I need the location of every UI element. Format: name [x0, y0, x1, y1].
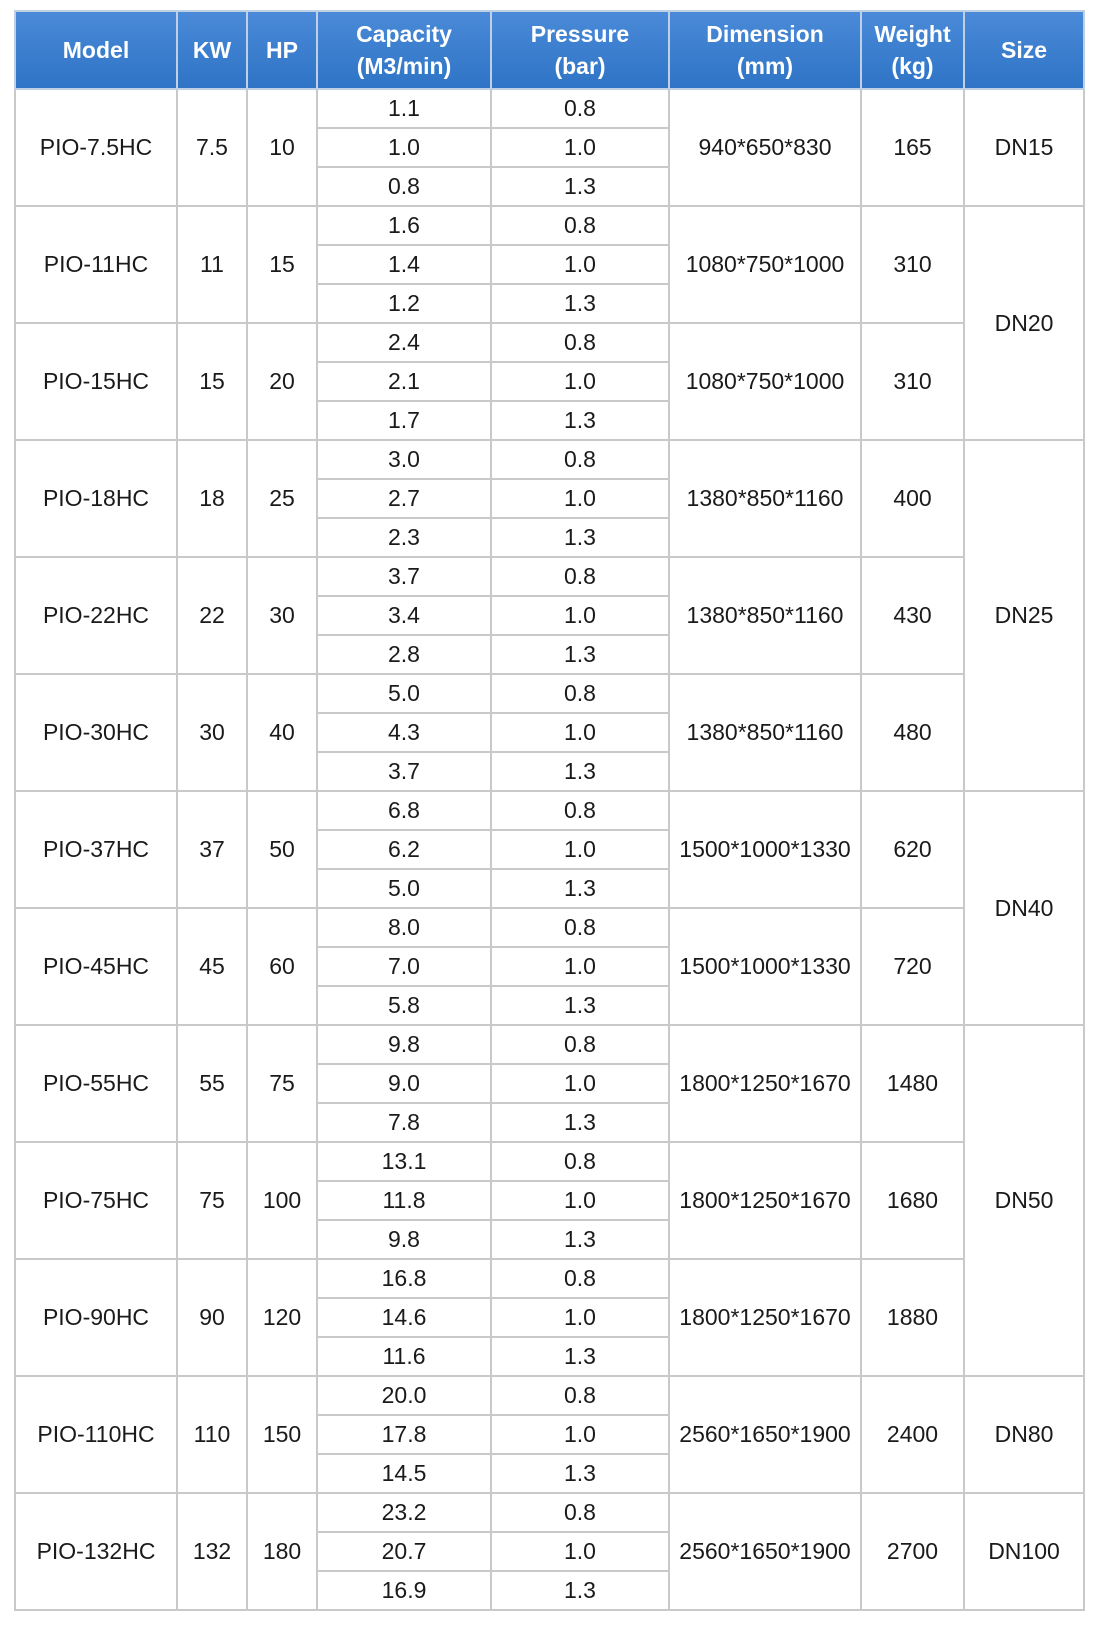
pressure-cell: 1.3: [491, 1454, 669, 1493]
pressure-cell: 1.0: [491, 245, 669, 284]
pressure-cell: 1.3: [491, 986, 669, 1025]
size-cell: DN25: [964, 440, 1084, 791]
dimension-cell: 2560*1650*1900: [669, 1376, 861, 1493]
header-row: [15, 11, 1084, 89]
hp-cell: 60: [247, 908, 317, 1025]
table-row: [15, 89, 1084, 128]
table-row: [15, 1142, 1084, 1181]
size-cell: DN40: [964, 791, 1084, 1025]
weight-cell: 1680: [861, 1142, 964, 1259]
capacity-cell: 3.4: [317, 596, 491, 635]
kw-cell: 55: [177, 1025, 247, 1142]
weight-cell: 480: [861, 674, 964, 791]
kw-cell: 15: [177, 323, 247, 440]
dimension-cell: 940*650*830: [669, 89, 861, 206]
header-capacity: [317, 11, 491, 89]
table-row: [15, 674, 1084, 713]
capacity-cell: 1.6: [317, 206, 491, 245]
header-weight-unit: (kg): [891, 53, 934, 79]
pressure-cell: 0.8: [491, 206, 669, 245]
capacity-cell: 11.8: [317, 1181, 491, 1220]
dimension-cell: 1380*850*1160: [669, 557, 861, 674]
kw-cell: 45: [177, 908, 247, 1025]
header-kw: KW: [177, 11, 247, 89]
hp-cell: 15: [247, 206, 317, 323]
dimension-cell: 1500*1000*1330: [669, 908, 861, 1025]
size-cell: DN15: [964, 89, 1084, 206]
capacity-cell: 1.1: [317, 89, 491, 128]
weight-cell: 1880: [861, 1259, 964, 1376]
dimension-cell: 1380*850*1160: [669, 674, 861, 791]
pressure-cell: 1.0: [491, 1532, 669, 1571]
weight-cell: 310: [861, 323, 964, 440]
capacity-cell: 2.7: [317, 479, 491, 518]
kw-cell: 7.5: [177, 89, 247, 206]
pressure-cell: 1.0: [491, 362, 669, 401]
capacity-cell: 14.6: [317, 1298, 491, 1337]
kw-cell: 11: [177, 206, 247, 323]
dimension-cell: 1800*1250*1670: [669, 1259, 861, 1376]
model-cell: PIO-45HC: [15, 908, 177, 1025]
weight-cell: 2700: [861, 1493, 964, 1610]
pressure-cell: 1.0: [491, 947, 669, 986]
pressure-cell: 1.3: [491, 401, 669, 440]
table-row: [15, 557, 1084, 596]
capacity-cell: 1.2: [317, 284, 491, 323]
capacity-cell: 2.3: [317, 518, 491, 557]
weight-cell: 620: [861, 791, 964, 908]
model-cell: PIO-7.5HC: [15, 89, 177, 206]
kw-cell: 110: [177, 1376, 247, 1493]
model-cell: PIO-11HC: [15, 206, 177, 323]
hp-cell: 150: [247, 1376, 317, 1493]
kw-cell: 22: [177, 557, 247, 674]
pressure-cell: 0.8: [491, 440, 669, 479]
table-header: [15, 11, 1084, 89]
weight-cell: 165: [861, 89, 964, 206]
hp-cell: 40: [247, 674, 317, 791]
hp-cell: 100: [247, 1142, 317, 1259]
kw-cell: 75: [177, 1142, 247, 1259]
compressor-spec-table: [14, 10, 1085, 1611]
weight-cell: 1480: [861, 1025, 964, 1142]
pressure-cell: 1.3: [491, 167, 669, 206]
table-row: [15, 206, 1084, 245]
dimension-cell: 1800*1250*1670: [669, 1025, 861, 1142]
capacity-cell: 9.8: [317, 1220, 491, 1259]
header-model: Model: [15, 11, 177, 89]
header-dimension-title: Dimension: [706, 21, 824, 47]
pressure-cell: 1.3: [491, 1571, 669, 1610]
pressure-cell: 1.3: [491, 284, 669, 323]
table-row: [15, 908, 1084, 947]
capacity-cell: 16.8: [317, 1259, 491, 1298]
dimension-cell: 1800*1250*1670: [669, 1142, 861, 1259]
pressure-cell: 1.3: [491, 1103, 669, 1142]
pressure-cell: 1.0: [491, 830, 669, 869]
table-row: [15, 1376, 1084, 1415]
capacity-cell: 17.8: [317, 1415, 491, 1454]
model-cell: PIO-90HC: [15, 1259, 177, 1376]
capacity-cell: 0.8: [317, 167, 491, 206]
weight-cell: 720: [861, 908, 964, 1025]
hp-cell: 20: [247, 323, 317, 440]
hp-cell: 25: [247, 440, 317, 557]
capacity-cell: 6.8: [317, 791, 491, 830]
model-cell: PIO-18HC: [15, 440, 177, 557]
header-size: Size: [964, 11, 1084, 89]
pressure-cell: 0.8: [491, 89, 669, 128]
pressure-cell: 1.3: [491, 1337, 669, 1376]
hp-cell: 75: [247, 1025, 317, 1142]
weight-cell: 310: [861, 206, 964, 323]
header-weight-title: Weight: [874, 21, 951, 47]
capacity-cell: 8.0: [317, 908, 491, 947]
header-weight: [861, 11, 964, 89]
size-cell: DN80: [964, 1376, 1084, 1493]
size-cell: DN20: [964, 206, 1084, 440]
hp-cell: 120: [247, 1259, 317, 1376]
capacity-cell: 20.0: [317, 1376, 491, 1415]
pressure-cell: 0.8: [491, 1259, 669, 1298]
table-row: [15, 791, 1084, 830]
header-capacity-title: Capacity: [356, 21, 452, 47]
hp-cell: 50: [247, 791, 317, 908]
capacity-cell: 5.0: [317, 869, 491, 908]
dimension-cell: 1080*750*1000: [669, 206, 861, 323]
kw-cell: 18: [177, 440, 247, 557]
dimension-cell: 1080*750*1000: [669, 323, 861, 440]
header-dimension-unit: (mm): [736, 53, 794, 79]
capacity-cell: 20.7: [317, 1532, 491, 1571]
kw-cell: 30: [177, 674, 247, 791]
pressure-cell: 0.8: [491, 1493, 669, 1532]
pressure-cell: 1.0: [491, 1298, 669, 1337]
pressure-cell: 0.8: [491, 1142, 669, 1181]
model-cell: PIO-30HC: [15, 674, 177, 791]
capacity-cell: 2.1: [317, 362, 491, 401]
pressure-cell: 0.8: [491, 1025, 669, 1064]
pressure-cell: 1.0: [491, 1181, 669, 1220]
model-cell: PIO-37HC: [15, 791, 177, 908]
size-cell: DN100: [964, 1493, 1084, 1610]
model-cell: PIO-15HC: [15, 323, 177, 440]
capacity-cell: 3.7: [317, 557, 491, 596]
pressure-cell: 1.0: [491, 713, 669, 752]
capacity-cell: 6.2: [317, 830, 491, 869]
pressure-cell: 0.8: [491, 674, 669, 713]
capacity-cell: 7.0: [317, 947, 491, 986]
capacity-cell: 7.8: [317, 1103, 491, 1142]
capacity-cell: 1.7: [317, 401, 491, 440]
kw-cell: 37: [177, 791, 247, 908]
table-row: [15, 323, 1084, 362]
pressure-cell: 0.8: [491, 908, 669, 947]
weight-cell: 400: [861, 440, 964, 557]
capacity-cell: 23.2: [317, 1493, 491, 1532]
hp-cell: 10: [247, 89, 317, 206]
capacity-cell: 9.8: [317, 1025, 491, 1064]
capacity-cell: 5.0: [317, 674, 491, 713]
table-row: [15, 1259, 1084, 1298]
weight-cell: 430: [861, 557, 964, 674]
capacity-cell: 3.7: [317, 752, 491, 791]
model-cell: PIO-75HC: [15, 1142, 177, 1259]
capacity-cell: 11.6: [317, 1337, 491, 1376]
header-capacity-unit: (M3/min): [356, 53, 452, 79]
model-cell: PIO-110HC: [15, 1376, 177, 1493]
capacity-cell: 16.9: [317, 1571, 491, 1610]
model-cell: PIO-132HC: [15, 1493, 177, 1610]
model-cell: PIO-22HC: [15, 557, 177, 674]
pressure-cell: 1.0: [491, 128, 669, 167]
pressure-cell: 0.8: [491, 791, 669, 830]
pressure-cell: 1.0: [491, 1415, 669, 1454]
capacity-cell: 5.8: [317, 986, 491, 1025]
pressure-cell: 1.0: [491, 479, 669, 518]
kw-cell: 132: [177, 1493, 247, 1610]
size-cell: DN50: [964, 1025, 1084, 1376]
pressure-cell: 1.3: [491, 869, 669, 908]
header-dimension: [669, 11, 861, 89]
capacity-cell: 2.4: [317, 323, 491, 362]
pressure-cell: 0.8: [491, 1376, 669, 1415]
capacity-cell: 9.0: [317, 1064, 491, 1103]
pressure-cell: 1.3: [491, 1220, 669, 1259]
kw-cell: 90: [177, 1259, 247, 1376]
header-pressure-unit: (bar): [554, 53, 606, 79]
pressure-cell: 1.3: [491, 752, 669, 791]
capacity-cell: 1.0: [317, 128, 491, 167]
dimension-cell: 1380*850*1160: [669, 440, 861, 557]
pressure-cell: 1.0: [491, 1064, 669, 1103]
capacity-cell: 1.4: [317, 245, 491, 284]
pressure-cell: 1.3: [491, 518, 669, 557]
table-body: [15, 89, 1084, 1610]
table-row: [15, 440, 1084, 479]
model-cell: PIO-55HC: [15, 1025, 177, 1142]
table-row: [15, 1025, 1084, 1064]
dimension-cell: 2560*1650*1900: [669, 1493, 861, 1610]
capacity-cell: 2.8: [317, 635, 491, 674]
hp-cell: 30: [247, 557, 317, 674]
hp-cell: 180: [247, 1493, 317, 1610]
capacity-cell: 14.5: [317, 1454, 491, 1493]
pressure-cell: 0.8: [491, 323, 669, 362]
pressure-cell: 0.8: [491, 557, 669, 596]
header-hp: HP: [247, 11, 317, 89]
pressure-cell: 1.3: [491, 635, 669, 674]
capacity-cell: 4.3: [317, 713, 491, 752]
capacity-cell: 3.0: [317, 440, 491, 479]
header-pressure: [491, 11, 669, 89]
table-row: [15, 1493, 1084, 1532]
capacity-cell: 13.1: [317, 1142, 491, 1181]
dimension-cell: 1500*1000*1330: [669, 791, 861, 908]
header-pressure-title: Pressure: [530, 21, 630, 47]
pressure-cell: 1.0: [491, 596, 669, 635]
weight-cell: 2400: [861, 1376, 964, 1493]
